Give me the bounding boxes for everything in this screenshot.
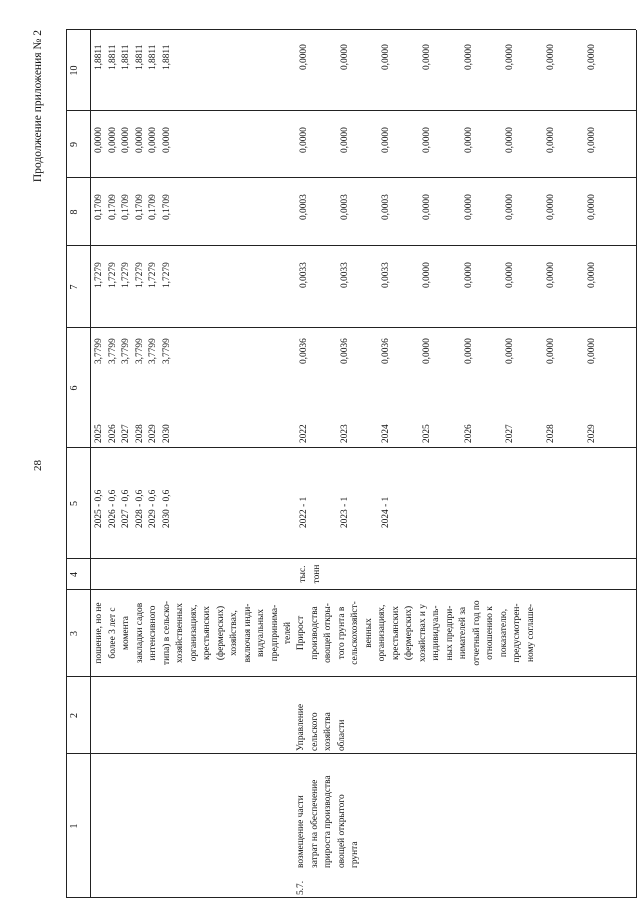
col-divider: [66, 897, 636, 898]
row-57-col3-line: ному соглаше-: [525, 603, 536, 663]
row-57-col3-line: того грунта в: [336, 606, 347, 660]
col-divider: [66, 327, 636, 328]
row-57-col10-value: 0,0000: [546, 44, 556, 70]
row-57-col6-value: 0,0000: [464, 338, 474, 364]
row-57-col3-line: (фермерских): [404, 605, 414, 661]
row-57-col3-line: производства: [309, 606, 320, 660]
prev-row-col3-line: момента: [121, 616, 131, 650]
prev-row-col8-value: 0,1709: [134, 194, 145, 220]
prev-row-years-value: 2029: [148, 424, 158, 443]
col-divider: [66, 29, 636, 30]
row-57-col6-value: 0,0036: [340, 338, 350, 364]
header-col-2: 2: [69, 713, 80, 718]
col-divider: [66, 447, 636, 448]
row-57-col4-line: тыс.: [298, 565, 308, 583]
row-57-col1-line: возмещение части: [296, 795, 306, 868]
row-57-col10-value: 0,0000: [340, 44, 350, 70]
row-57-col8-value: 0,0003: [340, 194, 350, 220]
col-divider: [66, 676, 636, 677]
row-57-col7-value: 0,0000: [422, 262, 432, 288]
row-57-years-value: 2027: [505, 424, 515, 443]
row-57-col8-value: 0,0000: [546, 194, 556, 220]
prev-row-col3-line: предпринима-: [269, 604, 280, 662]
row-57-col6-value: 0,0036: [381, 338, 391, 364]
row-57-col2-line: Управление: [296, 703, 306, 751]
row-57-col6-value: 0,0000: [505, 338, 515, 364]
row-57-col3-line: сельскохозяйст-: [350, 601, 360, 665]
row-57-years-value: 2023: [340, 424, 350, 443]
row-57-years-value: 2024: [381, 424, 391, 443]
header-col-3: 3: [69, 631, 80, 636]
prev-row-col6-value: 3,7799: [107, 338, 118, 364]
row-57-col3-line: крестьянских: [390, 606, 401, 660]
data-table: [66, 30, 636, 898]
prev-row-col10-value: 1,8811: [148, 44, 158, 70]
row-57-years-value: 2028: [546, 424, 556, 443]
prev-row-col6-value: 3,7799: [148, 338, 158, 364]
prev-row-col8-value: 0,1709: [107, 194, 118, 220]
table-bottom-border: [636, 30, 637, 898]
prev-row-col7-value: 1,7279: [107, 262, 118, 288]
row-57-col7-value: 0,0033: [340, 262, 350, 288]
row-57-col6-value: 0,0000: [546, 338, 556, 364]
header-col-9: 9: [69, 142, 80, 147]
prev-row-col3-line: пошение, но не: [94, 602, 104, 664]
prev-row-col9-value: 0,0000: [161, 127, 172, 153]
prev-row-col10-value: 1,8811: [134, 44, 145, 70]
row-number: 5.7.: [296, 880, 306, 895]
row-57-col3-line: ных предпри-: [444, 605, 455, 661]
prev-row-col6-value: 3,7799: [94, 338, 104, 364]
row-57-col3-line: овощей откры-: [323, 603, 333, 663]
row-57-col9-value: 0,0000: [381, 127, 391, 153]
row-57-col2-line: сельского: [309, 712, 320, 751]
row-57-col3-line: индивидуаль-: [431, 605, 441, 661]
row-57-col10-value: 0,0000: [299, 44, 309, 70]
row-57-col9-value: 0,0000: [587, 127, 597, 153]
col-divider: [66, 558, 636, 559]
prev-row-years-value: 2026: [107, 424, 118, 443]
prev-row-col6-value: 3,7799: [121, 338, 131, 364]
prev-row-col5-value: 2025 - 0,6: [94, 489, 104, 528]
row-57-col8-value: 0,0000: [587, 194, 597, 220]
row-57-col10-value: 0,0000: [587, 44, 597, 70]
row-57-col1-line: прироста производства: [323, 775, 333, 868]
row-57-years-value: 2029: [587, 424, 597, 443]
prev-row-col5-value: 2026 - 0,6: [107, 489, 118, 528]
header-col-10: 10: [69, 65, 80, 76]
row-57-col8-value: 0,0003: [381, 194, 391, 220]
prev-row-col3-line: организациях,: [188, 604, 199, 662]
row-57-col9-value: 0,0000: [546, 127, 556, 153]
row-57-col7-value: 0,0000: [505, 262, 515, 288]
prev-row-years-value: 2028: [134, 424, 145, 443]
prev-row-col3-line: (фермерских): [215, 605, 226, 661]
row-57-col3-line: хозяйствах и у: [417, 604, 428, 662]
row-57-col10-value: 0,0000: [381, 44, 391, 70]
row-57-col8-value: 0,0003: [299, 194, 309, 220]
prev-row-col9-value: 0,0000: [94, 127, 104, 153]
prev-row-col5-value: 2027 - 0,6: [121, 489, 131, 528]
prev-row-col3-line: интенсивного: [148, 605, 158, 661]
header-col-7: 7: [69, 284, 80, 290]
prev-row-col7-value: 1,7279: [121, 262, 131, 288]
row-57-col7-value: 0,0000: [587, 262, 597, 288]
prev-row-col10-value: 1,8811: [94, 44, 104, 70]
row-57-col3-line: предусмотрен-: [512, 603, 522, 663]
row-57-col9-value: 0,0000: [299, 127, 309, 153]
col-divider: [66, 753, 636, 754]
row-57-col6-value: 0,0000: [587, 338, 597, 364]
row-57-col3-line: венных: [363, 618, 374, 648]
row-57-col10-value: 0,0000: [464, 44, 474, 70]
prev-row-col5-value: 2030 - 0,6: [161, 489, 172, 528]
header-col-5: 5: [69, 501, 80, 506]
page-number: 28: [32, 460, 44, 471]
prev-row-col10-value: 1,8811: [161, 44, 172, 70]
row-57-col3-line: организациях,: [377, 604, 387, 662]
prev-row-col7-value: 1,7279: [134, 262, 145, 288]
row-57-col3-line: нимателей за: [458, 606, 468, 660]
prev-row-col5-value: 2029 - 0,6: [148, 489, 158, 528]
prev-row-col9-value: 0,0000: [148, 127, 158, 153]
col-divider: [66, 177, 636, 178]
prev-row-col9-value: 0,0000: [134, 127, 145, 153]
row-57-col2-line: хозяйства: [323, 712, 333, 751]
row-57-col6-value: 0,0000: [422, 338, 432, 364]
prev-row-col7-value: 1,7279: [148, 262, 158, 288]
appendix-heading: Продолжение приложения № 2: [32, 30, 44, 183]
prev-row-col7-value: 1,7279: [94, 262, 104, 288]
prev-row-col6-value: 3,7799: [134, 338, 145, 364]
prev-row-col3-line: более 3 лет с: [107, 607, 118, 659]
prev-row-col3-line: включая инди-: [242, 603, 253, 663]
row-57-years-value: 2026: [464, 424, 474, 443]
prev-row-col3-line: типа) в сельско-: [161, 601, 172, 665]
prev-row-col3-line: хозяйственных: [175, 603, 185, 663]
row-57-col5-value: 2023 - 1: [340, 496, 350, 528]
prev-row-years-value: 2027: [121, 424, 131, 443]
row-57-col7-value: 0,0000: [464, 262, 474, 288]
row-57-col3-line: Прирост: [296, 615, 306, 651]
row-57-col8-value: 0,0000: [422, 194, 432, 220]
prev-row-col8-value: 0,1709: [94, 194, 104, 220]
table-top-border: [66, 30, 67, 898]
col-divider: [66, 245, 636, 246]
prev-row-col10-value: 1,8811: [121, 44, 131, 70]
prev-row-col6-value: 3,7799: [161, 338, 172, 364]
prev-row-col3-line: хозяйствах,: [229, 610, 239, 656]
row-57-col5-value: 2024 - 1: [381, 496, 391, 528]
prev-row-col3-line: крестьянских: [202, 606, 212, 660]
prev-row-col8-value: 0,1709: [148, 194, 158, 220]
row-57-col7-value: 0,0000: [546, 262, 556, 288]
row-57-col1-line: затрат на обеспечение: [309, 779, 320, 868]
prev-row-col9-value: 0,0000: [107, 127, 118, 153]
row-57-col8-value: 0,0000: [464, 194, 474, 220]
prev-row-col5-value: 2028 - 0,6: [134, 489, 145, 528]
prev-row-col3-line: закладки садов: [134, 602, 145, 664]
prev-row-col8-value: 0,1709: [121, 194, 131, 220]
prev-row-col8-value: 0,1709: [161, 194, 172, 220]
row-57-col1-line: овощей открытого: [336, 794, 347, 868]
row-57-col9-value: 0,0000: [340, 127, 350, 153]
row-57-years-value: 2025: [422, 424, 432, 443]
row-57-col8-value: 0,0000: [505, 194, 515, 220]
prev-row-col3-line: видуальных: [256, 609, 266, 657]
prev-row-col10-value: 1,8811: [107, 44, 118, 70]
col-divider: [66, 589, 636, 590]
row-57-col4-line: тонн: [311, 564, 322, 584]
row-57-col5-value: 2022 - 1: [299, 496, 309, 528]
row-57-col7-value: 0,0033: [381, 262, 391, 288]
row-57-col2-line: области: [336, 719, 347, 751]
header-col-1: 1: [69, 823, 80, 829]
prev-row-years-value: 2030: [161, 424, 172, 443]
header-separator: [90, 30, 91, 898]
row-57-col3-line: отношению к: [485, 606, 495, 660]
prev-row-col3-line: телей: [283, 621, 293, 645]
row-57-col9-value: 0,0000: [505, 127, 515, 153]
row-57-col3-line: отчетный год по: [471, 600, 482, 666]
row-57-col6-value: 0,0036: [299, 338, 309, 364]
row-57-years-value: 2022: [299, 424, 309, 443]
row-57-col9-value: 0,0000: [422, 127, 432, 153]
row-57-col10-value: 0,0000: [422, 44, 432, 70]
prev-row-col7-value: 1,7279: [161, 262, 172, 288]
row-57-col10-value: 0,0000: [505, 44, 515, 70]
prev-row-years-value: 2025: [94, 424, 104, 443]
header-col-8: 8: [69, 209, 80, 215]
row-57-col7-value: 0,0033: [299, 262, 309, 288]
col-divider: [66, 110, 636, 111]
prev-row-col9-value: 0,0000: [121, 127, 131, 153]
row-57-col9-value: 0,0000: [464, 127, 474, 153]
row-57-col1-line: грунта: [350, 841, 360, 868]
header-col-6: 6: [69, 385, 80, 391]
header-col-4: 4: [69, 572, 80, 577]
row-57-col3-line: показателю,: [498, 608, 509, 658]
